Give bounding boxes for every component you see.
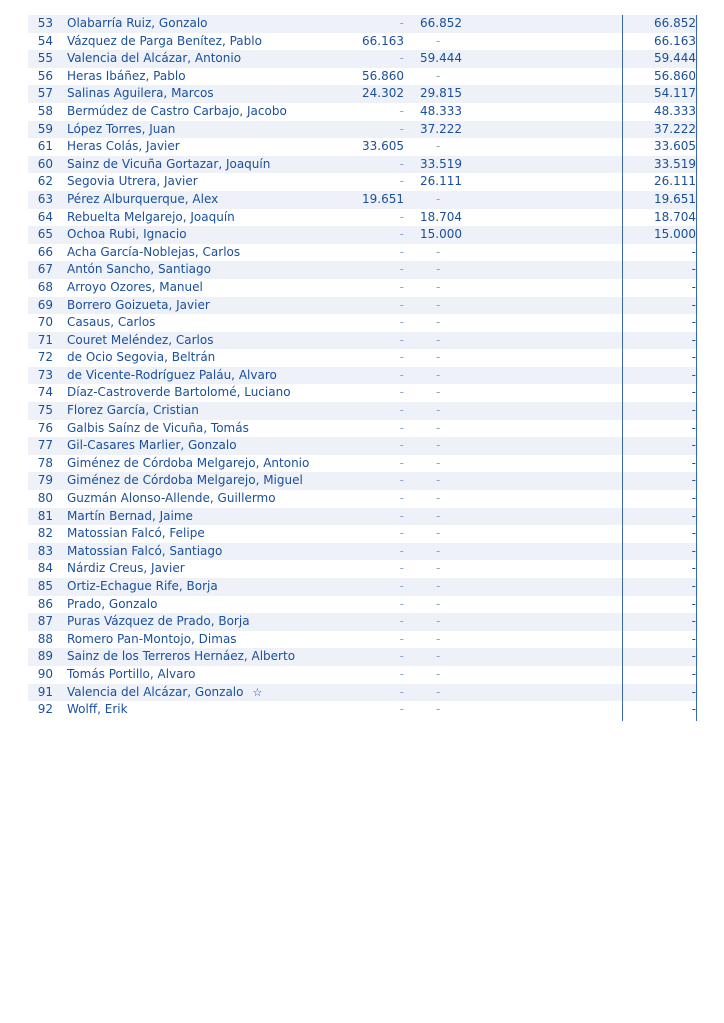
table-row xyxy=(28,85,698,103)
total-score: - xyxy=(691,473,696,488)
total-score: 48.333 xyxy=(654,103,696,118)
table-row xyxy=(28,138,698,156)
player-name-cell xyxy=(67,560,185,578)
player-name-cell xyxy=(67,578,218,596)
score-column-2: - xyxy=(436,579,441,593)
table-row xyxy=(28,156,698,174)
total-column-left-rule xyxy=(622,15,623,721)
player-name: Acha García-Noblejas, Carlos xyxy=(67,244,241,259)
table-row xyxy=(28,191,698,209)
score-column-1: - xyxy=(399,420,404,435)
player-name-cell xyxy=(67,472,303,490)
total-score: - xyxy=(691,297,696,312)
score-column-1: - xyxy=(399,279,404,294)
table-row xyxy=(28,402,698,420)
player-name-cell xyxy=(67,156,270,174)
player-name: Wolff, Erik xyxy=(67,702,128,717)
rank-position: 67 xyxy=(37,262,53,277)
rank-position: 76 xyxy=(37,420,53,435)
rank-position: 63 xyxy=(37,191,53,206)
rank-position: 71 xyxy=(37,332,53,347)
score-column-1: 19.651 xyxy=(362,191,404,206)
player-name: Rebuelta Melgarejo, Joaquín xyxy=(67,209,235,224)
player-name: Martín Bernad, Jaime xyxy=(67,508,193,523)
score-column-1: - xyxy=(399,103,404,118)
player-name: de Vicente-Rodríguez Paláu, Alvaro xyxy=(67,367,277,382)
ranking-table xyxy=(28,15,698,719)
score-column-1: - xyxy=(399,614,404,629)
table-row xyxy=(28,701,698,719)
score-column-2: - xyxy=(436,279,441,294)
score-column-2: - xyxy=(436,139,441,154)
rank-position: 92 xyxy=(37,702,53,717)
score-column-2: - xyxy=(436,526,441,541)
player-name-cell xyxy=(67,314,155,332)
player-name-cell xyxy=(67,103,287,121)
player-name-cell xyxy=(67,33,262,51)
score-column-1: - xyxy=(399,244,404,259)
player-name-cell xyxy=(67,138,180,156)
player-name: Guzmán Alonso-Allende, Guillermo xyxy=(67,491,276,506)
total-score: 33.605 xyxy=(654,139,696,154)
score-column-2: - xyxy=(436,385,441,400)
score-column-1: - xyxy=(399,438,404,453)
score-column-1: 24.302 xyxy=(362,86,404,101)
table-row xyxy=(28,244,698,262)
score-column-2: - xyxy=(436,508,441,523)
table-row xyxy=(28,332,698,350)
table-row xyxy=(28,226,698,244)
score-column-1: - xyxy=(399,174,404,189)
player-name: Segovia Utrera, Javier xyxy=(67,174,198,189)
total-score: - xyxy=(691,543,696,558)
score-column-1: - xyxy=(399,262,404,277)
rank-position: 66 xyxy=(37,244,53,259)
score-column-1: - xyxy=(399,350,404,365)
rank-position: 84 xyxy=(37,561,53,576)
rank-position: 53 xyxy=(37,16,53,30)
score-column-1: - xyxy=(399,332,404,347)
rank-position: 57 xyxy=(37,86,53,101)
rank-position: 61 xyxy=(37,139,53,154)
score-column-2: - xyxy=(436,631,441,646)
score-column-1: - xyxy=(399,666,404,681)
player-name-cell xyxy=(67,420,249,438)
score-column-2: - xyxy=(436,191,441,206)
player-name: Ochoa Rubi, Ignacio xyxy=(67,227,187,242)
total-score: 59.444 xyxy=(654,51,696,66)
score-column-1: - xyxy=(399,473,404,488)
player-name-cell xyxy=(67,684,262,702)
score-column-1: - xyxy=(399,561,404,576)
rank-position: 90 xyxy=(37,666,53,681)
table-row xyxy=(28,437,698,455)
total-score: - xyxy=(691,561,696,576)
total-score: 66.163 xyxy=(654,33,696,48)
rank-position: 81 xyxy=(37,508,53,523)
player-name-cell xyxy=(67,209,235,227)
player-name: Giménez de Córdoba Melgarejo, Miguel xyxy=(67,473,303,488)
score-column-2: 33.519 xyxy=(420,156,462,171)
star-icon: ☆ xyxy=(252,685,263,699)
table-row xyxy=(28,613,698,631)
rank-position: 75 xyxy=(37,403,53,418)
score-column-2: - xyxy=(436,684,441,699)
player-name-cell xyxy=(67,525,205,543)
score-column-2: - xyxy=(436,350,441,365)
total-score: - xyxy=(691,420,696,435)
player-name: Giménez de Córdoba Melgarejo, Antonio xyxy=(67,455,310,470)
rank-position: 70 xyxy=(37,315,53,330)
score-column-2: - xyxy=(436,403,441,418)
table-row xyxy=(28,50,698,68)
score-column-2: 29.815 xyxy=(420,86,462,101)
player-name-cell xyxy=(67,508,193,526)
player-name: Heras Ibáñez, Pablo xyxy=(67,68,186,83)
score-column-1: - xyxy=(399,684,404,699)
score-column-2: - xyxy=(436,68,441,83)
player-name: Puras Vázquez de Prado, Borja xyxy=(67,614,250,629)
rank-position: 78 xyxy=(37,455,53,470)
player-name: Nárdiz Creus, Javier xyxy=(67,561,185,576)
player-name-cell xyxy=(67,402,199,420)
score-column-2: - xyxy=(436,315,441,330)
table-row xyxy=(28,684,698,702)
total-score: - xyxy=(691,438,696,453)
table-row xyxy=(28,648,698,666)
total-score: - xyxy=(691,315,696,330)
player-name-cell xyxy=(67,121,175,139)
player-name-cell xyxy=(67,244,240,262)
score-column-1: - xyxy=(399,16,404,30)
player-name: Ortiz-Echague Rife, Borja xyxy=(67,579,218,593)
player-name-cell xyxy=(67,297,210,315)
player-name: Florez García, Cristian xyxy=(67,403,199,418)
rank-position: 85 xyxy=(37,579,53,593)
player-name: Heras Colás, Javier xyxy=(67,139,180,154)
total-score: - xyxy=(691,455,696,470)
player-name-cell xyxy=(67,50,241,68)
rank-position: 91 xyxy=(37,684,53,699)
player-name-cell xyxy=(67,191,218,209)
player-name: Antón Sancho, Santiago xyxy=(67,262,211,277)
total-score: - xyxy=(691,614,696,629)
rank-position: 77 xyxy=(37,438,53,453)
player-name: de Ocio Segovia, Beltrán xyxy=(67,350,216,365)
player-name: Salinas Aguilera, Marcos xyxy=(67,86,214,101)
total-score: - xyxy=(691,279,696,294)
table-row xyxy=(28,103,698,121)
score-column-2: 59.444 xyxy=(420,51,462,66)
score-column-1: - xyxy=(399,297,404,312)
rank-position: 86 xyxy=(37,596,53,611)
player-name: Matossian Falcó, Santiago xyxy=(67,543,223,558)
total-score: - xyxy=(691,684,696,699)
total-score: 37.222 xyxy=(654,121,696,136)
player-name-cell xyxy=(67,666,196,684)
rank-position: 88 xyxy=(37,631,53,646)
score-column-2: - xyxy=(436,614,441,629)
player-name-cell xyxy=(67,68,186,86)
player-name: Couret Meléndez, Carlos xyxy=(67,332,214,347)
table-row xyxy=(28,279,698,297)
score-column-1: - xyxy=(399,209,404,224)
player-name: Valencia del Alcázar, Gonzalo xyxy=(67,684,244,699)
total-score: - xyxy=(691,350,696,365)
total-score: - xyxy=(691,491,696,506)
player-name: Sainz de los Terreros Hernáez, Alberto xyxy=(67,649,296,664)
table-row xyxy=(28,455,698,473)
total-score: - xyxy=(691,596,696,611)
table-row xyxy=(28,490,698,508)
player-name: Díaz-Castroverde Bartolomé, Luciano xyxy=(67,385,291,400)
player-name: Matossian Falcó, Felipe xyxy=(67,526,205,541)
player-name-cell xyxy=(67,613,250,631)
score-column-2: - xyxy=(436,666,441,681)
score-column-1: - xyxy=(399,543,404,558)
rank-position: 89 xyxy=(37,649,53,664)
player-name: Gil-Casares Marlier, Gonzalo xyxy=(67,438,237,453)
score-column-1: - xyxy=(399,51,404,66)
score-column-1: - xyxy=(399,631,404,646)
player-name-cell xyxy=(67,349,215,367)
player-name-cell xyxy=(67,455,309,473)
total-score: - xyxy=(691,649,696,664)
table-row xyxy=(28,367,698,385)
score-column-2: - xyxy=(436,649,441,664)
score-column-2: 37.222 xyxy=(420,121,462,136)
player-name-cell xyxy=(67,173,198,191)
table-row xyxy=(28,666,698,684)
table-row xyxy=(28,420,698,438)
rank-position: 79 xyxy=(37,473,53,488)
table-row xyxy=(28,68,698,86)
score-column-1: - xyxy=(399,579,404,593)
player-name: Romero Pan-Montojo, Dimas xyxy=(67,631,237,646)
player-name: Galbis Saínz de Vicuña, Tomás xyxy=(67,420,249,435)
player-name-cell xyxy=(67,701,128,719)
score-column-1: - xyxy=(399,385,404,400)
player-name: López Torres, Juan xyxy=(67,121,176,136)
rank-position: 59 xyxy=(37,121,53,136)
table-row xyxy=(28,209,698,227)
player-name: Vázquez de Parga Benítez, Pablo xyxy=(67,33,262,48)
player-name-cell xyxy=(67,384,291,402)
total-score: - xyxy=(691,385,696,400)
score-column-1: - xyxy=(399,121,404,136)
score-column-2: 66.852 xyxy=(420,16,462,30)
score-column-2: - xyxy=(436,332,441,347)
total-score: 33.519 xyxy=(654,156,696,171)
table-row xyxy=(28,596,698,614)
player-name: Olabarría Ruiz, Gonzalo xyxy=(67,16,208,30)
table-row xyxy=(28,631,698,649)
score-column-2: - xyxy=(436,596,441,611)
total-score: 66.852 xyxy=(654,16,696,30)
score-column-2: - xyxy=(436,561,441,576)
score-column-1: - xyxy=(399,526,404,541)
player-name: Prado, Gonzalo xyxy=(67,596,158,611)
score-column-1: - xyxy=(399,455,404,470)
total-score: 18.704 xyxy=(654,209,696,224)
score-column-2: 26.111 xyxy=(420,174,462,189)
player-name-cell xyxy=(67,596,157,614)
rank-position: 56 xyxy=(37,68,53,83)
player-name: Valencia del Alcázar, Antonio xyxy=(67,51,242,66)
rank-position: 69 xyxy=(37,297,53,312)
player-name-cell xyxy=(67,490,276,508)
player-name: Borrero Goizueta, Javier xyxy=(67,297,210,312)
total-score: - xyxy=(691,244,696,259)
player-name-cell xyxy=(67,648,295,666)
player-name-cell xyxy=(67,437,237,455)
table-row xyxy=(28,314,698,332)
rank-position: 83 xyxy=(37,543,53,558)
total-score: - xyxy=(691,631,696,646)
score-column-2: - xyxy=(436,244,441,259)
score-column-2: - xyxy=(436,702,441,717)
player-name: Tomás Portillo, Alvaro xyxy=(67,666,196,681)
score-column-2: - xyxy=(436,420,441,435)
score-column-1: - xyxy=(399,649,404,664)
table-row xyxy=(28,349,698,367)
table-row xyxy=(28,261,698,279)
total-score: - xyxy=(691,666,696,681)
total-score: 15.000 xyxy=(654,227,696,242)
table-row xyxy=(28,578,698,596)
score-column-2: - xyxy=(436,473,441,488)
table-row xyxy=(28,173,698,191)
score-column-1: - xyxy=(399,702,404,717)
player-name-cell xyxy=(67,332,213,350)
player-name-cell xyxy=(67,261,211,279)
score-column-2: 15.000 xyxy=(420,227,462,242)
score-column-2: - xyxy=(436,491,441,506)
total-score: - xyxy=(691,702,696,717)
rank-position: 54 xyxy=(37,33,53,48)
score-column-1: 33.605 xyxy=(362,139,404,154)
total-score: - xyxy=(691,262,696,277)
player-name: Pérez Alburquerque, Alex xyxy=(67,191,219,206)
total-score: - xyxy=(691,508,696,523)
total-score: - xyxy=(691,403,696,418)
rank-position: 72 xyxy=(37,350,53,365)
total-score: - xyxy=(691,332,696,347)
total-score: 54.117 xyxy=(654,86,696,101)
rank-position: 64 xyxy=(37,209,53,224)
score-column-2: 18.704 xyxy=(420,209,462,224)
score-column-2: - xyxy=(436,455,441,470)
total-score: - xyxy=(691,526,696,541)
rank-position: 80 xyxy=(37,491,53,506)
rank-position: 65 xyxy=(37,227,53,242)
score-column-2: 48.333 xyxy=(420,103,462,118)
score-column-1: - xyxy=(399,156,404,171)
rank-position: 82 xyxy=(37,526,53,541)
total-score: - xyxy=(691,367,696,382)
rank-position: 68 xyxy=(37,279,53,294)
player-name-cell xyxy=(67,367,277,385)
score-column-1: - xyxy=(399,227,404,242)
table-row xyxy=(28,525,698,543)
rank-position: 73 xyxy=(37,367,53,382)
table-row xyxy=(28,472,698,490)
score-column-1: - xyxy=(399,403,404,418)
score-column-2: - xyxy=(436,543,441,558)
total-column-right-rule xyxy=(696,15,697,721)
rank-position: 62 xyxy=(37,174,53,189)
rank-position: 55 xyxy=(37,51,53,66)
table-row xyxy=(28,33,698,51)
table-row xyxy=(28,121,698,139)
player-name-cell xyxy=(67,85,214,103)
score-column-1: - xyxy=(399,491,404,506)
rank-position: 87 xyxy=(37,614,53,629)
player-name: Casaus, Carlos xyxy=(67,315,156,330)
score-column-1: - xyxy=(399,367,404,382)
total-score: 26.111 xyxy=(654,174,696,189)
player-name-cell xyxy=(67,279,203,297)
player-name-cell xyxy=(67,543,222,561)
table-row xyxy=(28,297,698,315)
player-name: Sainz de Vicuña Gortazar, Joaquín xyxy=(67,156,271,171)
score-column-2: - xyxy=(436,438,441,453)
total-score: 19.651 xyxy=(654,191,696,206)
score-column-1: - xyxy=(399,596,404,611)
score-column-1: 56.860 xyxy=(362,68,404,83)
player-name-cell xyxy=(67,226,187,244)
score-column-1: - xyxy=(399,315,404,330)
table-row xyxy=(28,508,698,526)
player-name: Arroyo Ozores, Manuel xyxy=(67,279,203,294)
score-column-1: 66.163 xyxy=(362,33,404,48)
score-column-2: - xyxy=(436,367,441,382)
score-column-1: - xyxy=(399,508,404,523)
player-name-cell xyxy=(67,631,237,649)
table-row xyxy=(28,384,698,402)
rank-position: 60 xyxy=(37,156,53,171)
total-score: 56.860 xyxy=(654,68,696,83)
score-column-2: - xyxy=(436,33,441,48)
score-column-2: - xyxy=(436,297,441,312)
score-column-2: - xyxy=(436,262,441,277)
table-row xyxy=(28,543,698,561)
player-name: Bermúdez de Castro Carbajo, Jacobo xyxy=(67,103,287,118)
rank-position: 74 xyxy=(37,385,53,400)
rank-position: 58 xyxy=(37,103,53,118)
table-row xyxy=(28,560,698,578)
table-row xyxy=(28,15,698,33)
total-score: - xyxy=(691,579,696,593)
player-name-cell xyxy=(67,15,208,33)
